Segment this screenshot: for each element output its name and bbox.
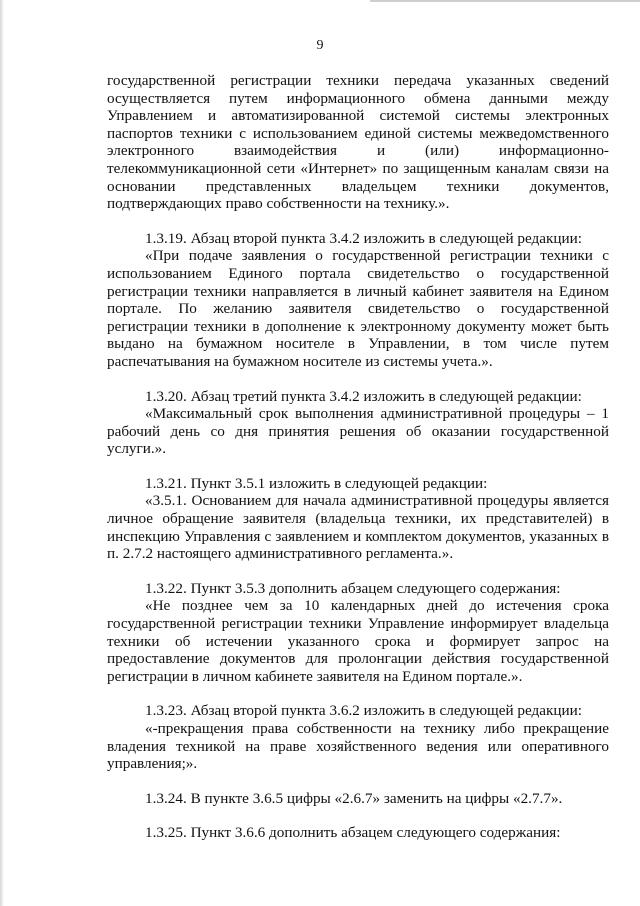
scan-top-line [370, 0, 640, 2]
scan-edge-shadow [0, 0, 4, 906]
page-number: 9 [316, 38, 324, 53]
clause-1-3-21-text: «3.5.1. Основанием для начала административной процедуры является личное обращение заявителя (владельца техники, их представителей) в инспекцию Управления с заявлением и комплектом документов, указанных в п. 2.7.2 настоящего административного регламента.». [107, 492, 609, 563]
clause-1-3-21-heading: 1.3.21. Пункт 3.5.1 изложить в следующей редакции: [145, 474, 488, 492]
clause-1-3-22-text: «Не позднее чем за 10 календарных дней до истечения срока государственной регистрации техники Управление информирует владельца техники об истечении указанного срока и формирует запрос на предоставление документов для пролонгации действия государственной регистрации в личном кабинете заявителя на Едином портале.». [107, 597, 609, 685]
paragraph-continuation: государственной регистрации техники передача указанных сведений осуществляется путем информационного обмена данными между Управлением и автоматизированной системой системы электронных паспортов техники с использованием единой системы межведомственного электронного взаимодействия и (или) информационно-телекоммуникационной сети «Интернет» по защищенным каналам связи на основании представленных владельцем техники документов, подтверждающих право собственности на технику.». [107, 72, 609, 213]
clause-1-3-23-heading: 1.3.23. Абзац второй пункта 3.6.2 изложить в следующей редакции: [145, 702, 582, 720]
clause-1-3-24: 1.3.24. В пункте 3.6.5 цифры «2.6.7» заменить на цифры «2.7.7». [145, 789, 563, 807]
clause-1-3-22-heading: 1.3.22. Пункт 3.5.3 дополнить абзацем следующего содержания: [145, 579, 561, 597]
clause-1-3-20-heading: 1.3.20. Абзац третий пункта 3.4.2 изложить в следующей редакции: [145, 387, 582, 405]
clause-1-3-20-text: «Максимальный срок выполнения административной процедуры – 1 рабочий день со дня принятия решения об оказании государственной услуги.». [107, 405, 609, 458]
clause-1-3-19-heading: 1.3.19. Абзац второй пункта 3.4.2 изложить в следующей редакции: [145, 229, 582, 247]
clause-1-3-19-text: «При подаче заявления о государственной регистрации техники с использованием Единого портала свидетельство о государственной регистрации техники направляется в личный кабинет заявителя на Едином портале. По желанию заявителя свидетельство о государственной регистрации техники в дополнение к электронному документу может быть выдано на бумажном носителе в Управлении, в том числе путем распечатывания на бумажном носителе из системы учета.». [107, 247, 609, 370]
clause-1-3-23-text: «-прекращения права собственности на технику либо прекращение владения техникой на праве хозяйственного ведения или оперативного управления;». [107, 720, 609, 773]
document-body [107, 72, 609, 842]
clause-1-3-25-heading: 1.3.25. Пункт 3.6.6 дополнить абзацем следующего содержания: [145, 824, 561, 842]
